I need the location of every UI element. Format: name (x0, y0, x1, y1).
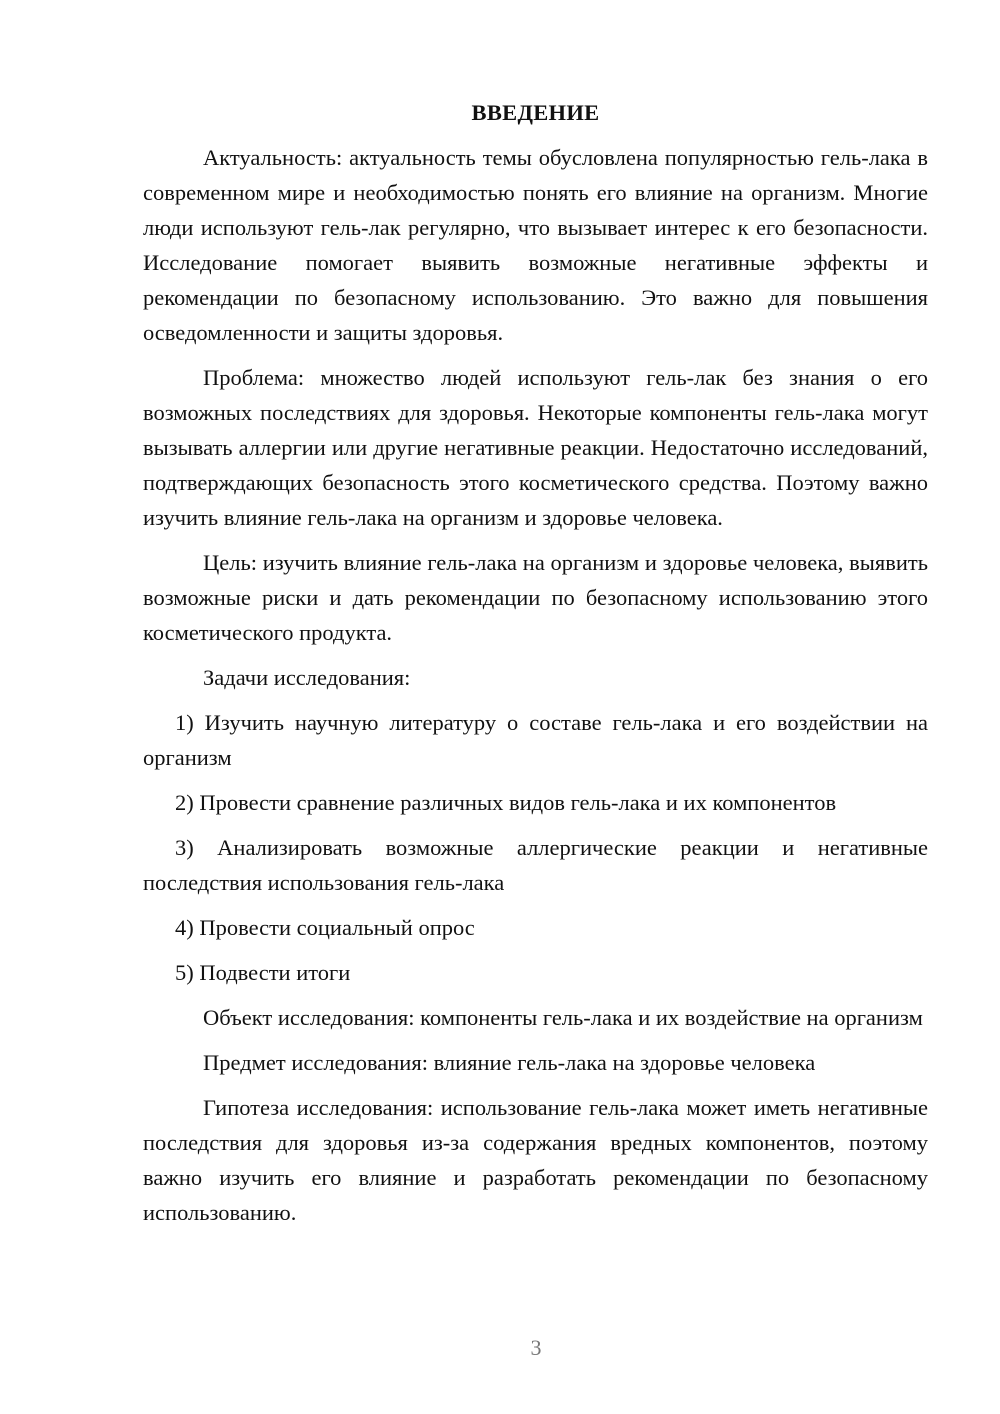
paragraph-problem: Проблема: множество людей используют гель-лак без знания о его возможных последствиях для здоровья. Некоторые компоненты гель-лака могут вызывать аллергии или другие негативные реакции. Недостаточно исследований, подтверждающих безопасность этого косметического средства. Поэтому важно изучить влияние гель-лака на организм и здоровье человека. (143, 365, 928, 530)
task-item-1: 1) Изучить научную литературу о составе гель-лака и его воздействии на организм (143, 710, 928, 770)
paragraph-relevance: Актуальность: актуальность темы обусловлена популярностью гель-лака в современном мире и необходимостью понять его влияние на организм. Многие люди используют гель-лак регулярно, что вызывает интерес к его безопасности. Исследование помогает выявить возможные негативные эффекты и рекомендации по безопасному использованию. Это важно для повышения осведомленности и защиты здоровья. (143, 145, 928, 345)
research-hypothesis: Гипотеза исследования: использование гель-лака может иметь негативные последствия для здоровья из-за содержания вредных компонентов, поэтому важно изучить его влияние и разработать рекомендации по безопасному использованию. (143, 1095, 928, 1225)
research-object: Объект исследования: компоненты гель-лака и их воздействие на организм (203, 1005, 923, 1030)
section-heading: ВВЕДЕНИЕ (471, 100, 600, 125)
tasks-heading: Задачи исследования: (203, 665, 411, 690)
task-item-2: 2) Провести сравнение различных видов гель-лака и их компонентов (175, 790, 837, 815)
paragraph-goal: Цель: изучить влияние гель-лака на организм и здоровье человека, выявить возможные риски и дать рекомендации по безопасному использованию этого косметического продукта. (143, 550, 928, 645)
page-content (143, 95, 928, 1240)
page-number: 3 (530, 1335, 542, 1360)
research-subject: Предмет исследования: влияние гель-лака на здоровье человека (203, 1050, 816, 1075)
task-item-3: 3) Анализировать возможные аллергические реакции и негативные последствия использования гель-лака (143, 835, 928, 895)
task-item-5: 5) Подвести итоги (175, 960, 351, 985)
task-item-4: 4) Провести социальный опрос (175, 915, 475, 940)
